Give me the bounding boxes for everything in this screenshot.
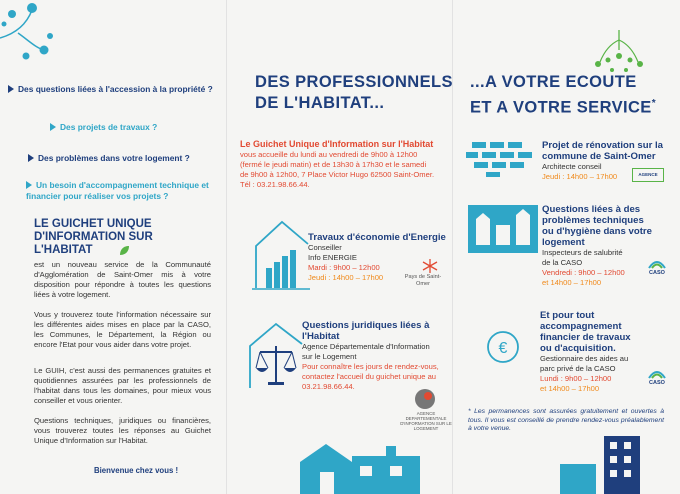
house-silhouette-illustration [300, 432, 420, 494]
buildings-icon [468, 205, 538, 253]
agence-logo: AGENCE [632, 168, 664, 182]
guichet-aides: Vous y trouverez toute l'information nécessaire sur les différentes aides mises en place par la CASO, les Communes, le Département, la Région ou encore l'Etat pour vous aider dans votre projet. [34, 310, 211, 349]
question-accession: Des questions liées à l'accession à la propriété ? [8, 84, 213, 95]
adil-logo: AGENCE DEPARTEMENTALE D'INFORMATION SUR LE LOGEMENT [400, 411, 452, 431]
pays-saint-omer-logo: Pays de Saint-Omer [404, 274, 442, 287]
middle-heading: DES PROFESSIONNELS DE L'HABITAT... [255, 73, 453, 112]
teal-branch-decoration [0, 0, 70, 66]
tower-buildings-illustration [560, 430, 650, 494]
guichet-intro: est un nouveau service de la Communauté d'Agglomération de Saint-Omer mis à votre disposition pour répondre à toutes les questions liées à votre logement. [34, 260, 211, 299]
fold-line-1 [226, 0, 227, 494]
caso-logo-icon [648, 366, 666, 380]
caso-logo-icon [648, 256, 666, 270]
guichet-permanences: Le GUIH, c'est aussi des permanences gratuites et quotidiennes assurées par les professionnels de l'habitat dans tous les domaines, pour mieux vous conseiller et vous orienter. [34, 366, 211, 405]
question-problemes: Des problèmes dans votre logement ? [28, 153, 223, 164]
brick-wall-icon [466, 140, 538, 178]
guichet-title: LE GUICHET UNIQUE D'INFORMATION SUR L'HABITAT [34, 218, 153, 256]
arrow-icon [28, 154, 34, 162]
guichet-block: Le Guichet Unique d'Information sur l'Habitat vous accueille du lundi au vendredi de 9h00 à 12h00 (fermé le jeudi matin) et de 13h30 à 17h30 et le samedi de 9h00 à 12h00, 7 Place Victor Hugo 62500 Saint-Omer. Tél : 03.21.98.66.44. [240, 139, 435, 189]
legal-house-icon [246, 316, 308, 390]
financier-block: Et pour tout accompagnement financier de travaux ou d'acquisition. Gestionnaire des aides au parc privé de la CASO Lundi : 9h00 – 12h00 et 14h00 – 17h00 [540, 310, 631, 393]
green-branch-decoration [590, 30, 648, 74]
adil-logo-icon [414, 388, 436, 410]
renovation-block: Projet de rénovation sur la commune de Saint-Omer Architecte conseil Jeudi : 14h00 – 17h00 [542, 140, 664, 181]
svg-text:€: € [498, 340, 508, 357]
caso-logo: CASO [649, 380, 665, 386]
leaf-icon [118, 245, 130, 257]
welcome-text: Bienvenue chez vous ! [94, 466, 179, 475]
arrow-icon [8, 85, 14, 93]
juridique-block: Questions juridiques liées à l'Habitat Agence Départementale d'Information sur le Logement Pour connaître les jours de rendez-vous, contactez l'accueil du guichet unique au 03.21.98.66.44. [302, 320, 439, 391]
caso-logo: CASO [649, 270, 665, 276]
energy-house-icon [252, 218, 314, 292]
footnote: * Les permanences sont assurées gratuitement et ouvertes à tous. Il vous est conseillé de prendre rendez-vous préalablement à votre venue. [468, 408, 664, 433]
euro-icon [486, 330, 520, 364]
question-travaux: Des projets de travaux ? [50, 122, 220, 133]
question-accompagnement: Un besoin d'accompagnement technique et financier pour réaliser vos projets ? [26, 180, 209, 201]
guichet-reponses: Questions techniques, juridiques ou financières, vous trouverez toutes les réponses au Guichet Unique d'Information sur l'Habitat. [34, 416, 211, 445]
right-heading: ...A VOTRE ECOUTE ET A VOTRE SERVICE* [470, 73, 657, 117]
problemes-block: Questions liées à des problèmes techniques ou d'hygiène dans votre logement Inspecteurs de salubrité de la CASO Vendredi : 9h00 – 12h00 et 14h00 – 17h00 [542, 204, 652, 287]
arrow-icon [26, 181, 32, 189]
energie-block: Travaux d'économie d'Energie Conseiller Info ENERGIE Mardi : 9h00 – 12h00 Jeudi : 14h00 – 17h00 [308, 232, 446, 282]
pays-saint-omer-logo-icon [420, 258, 440, 274]
arrow-icon [50, 123, 56, 131]
